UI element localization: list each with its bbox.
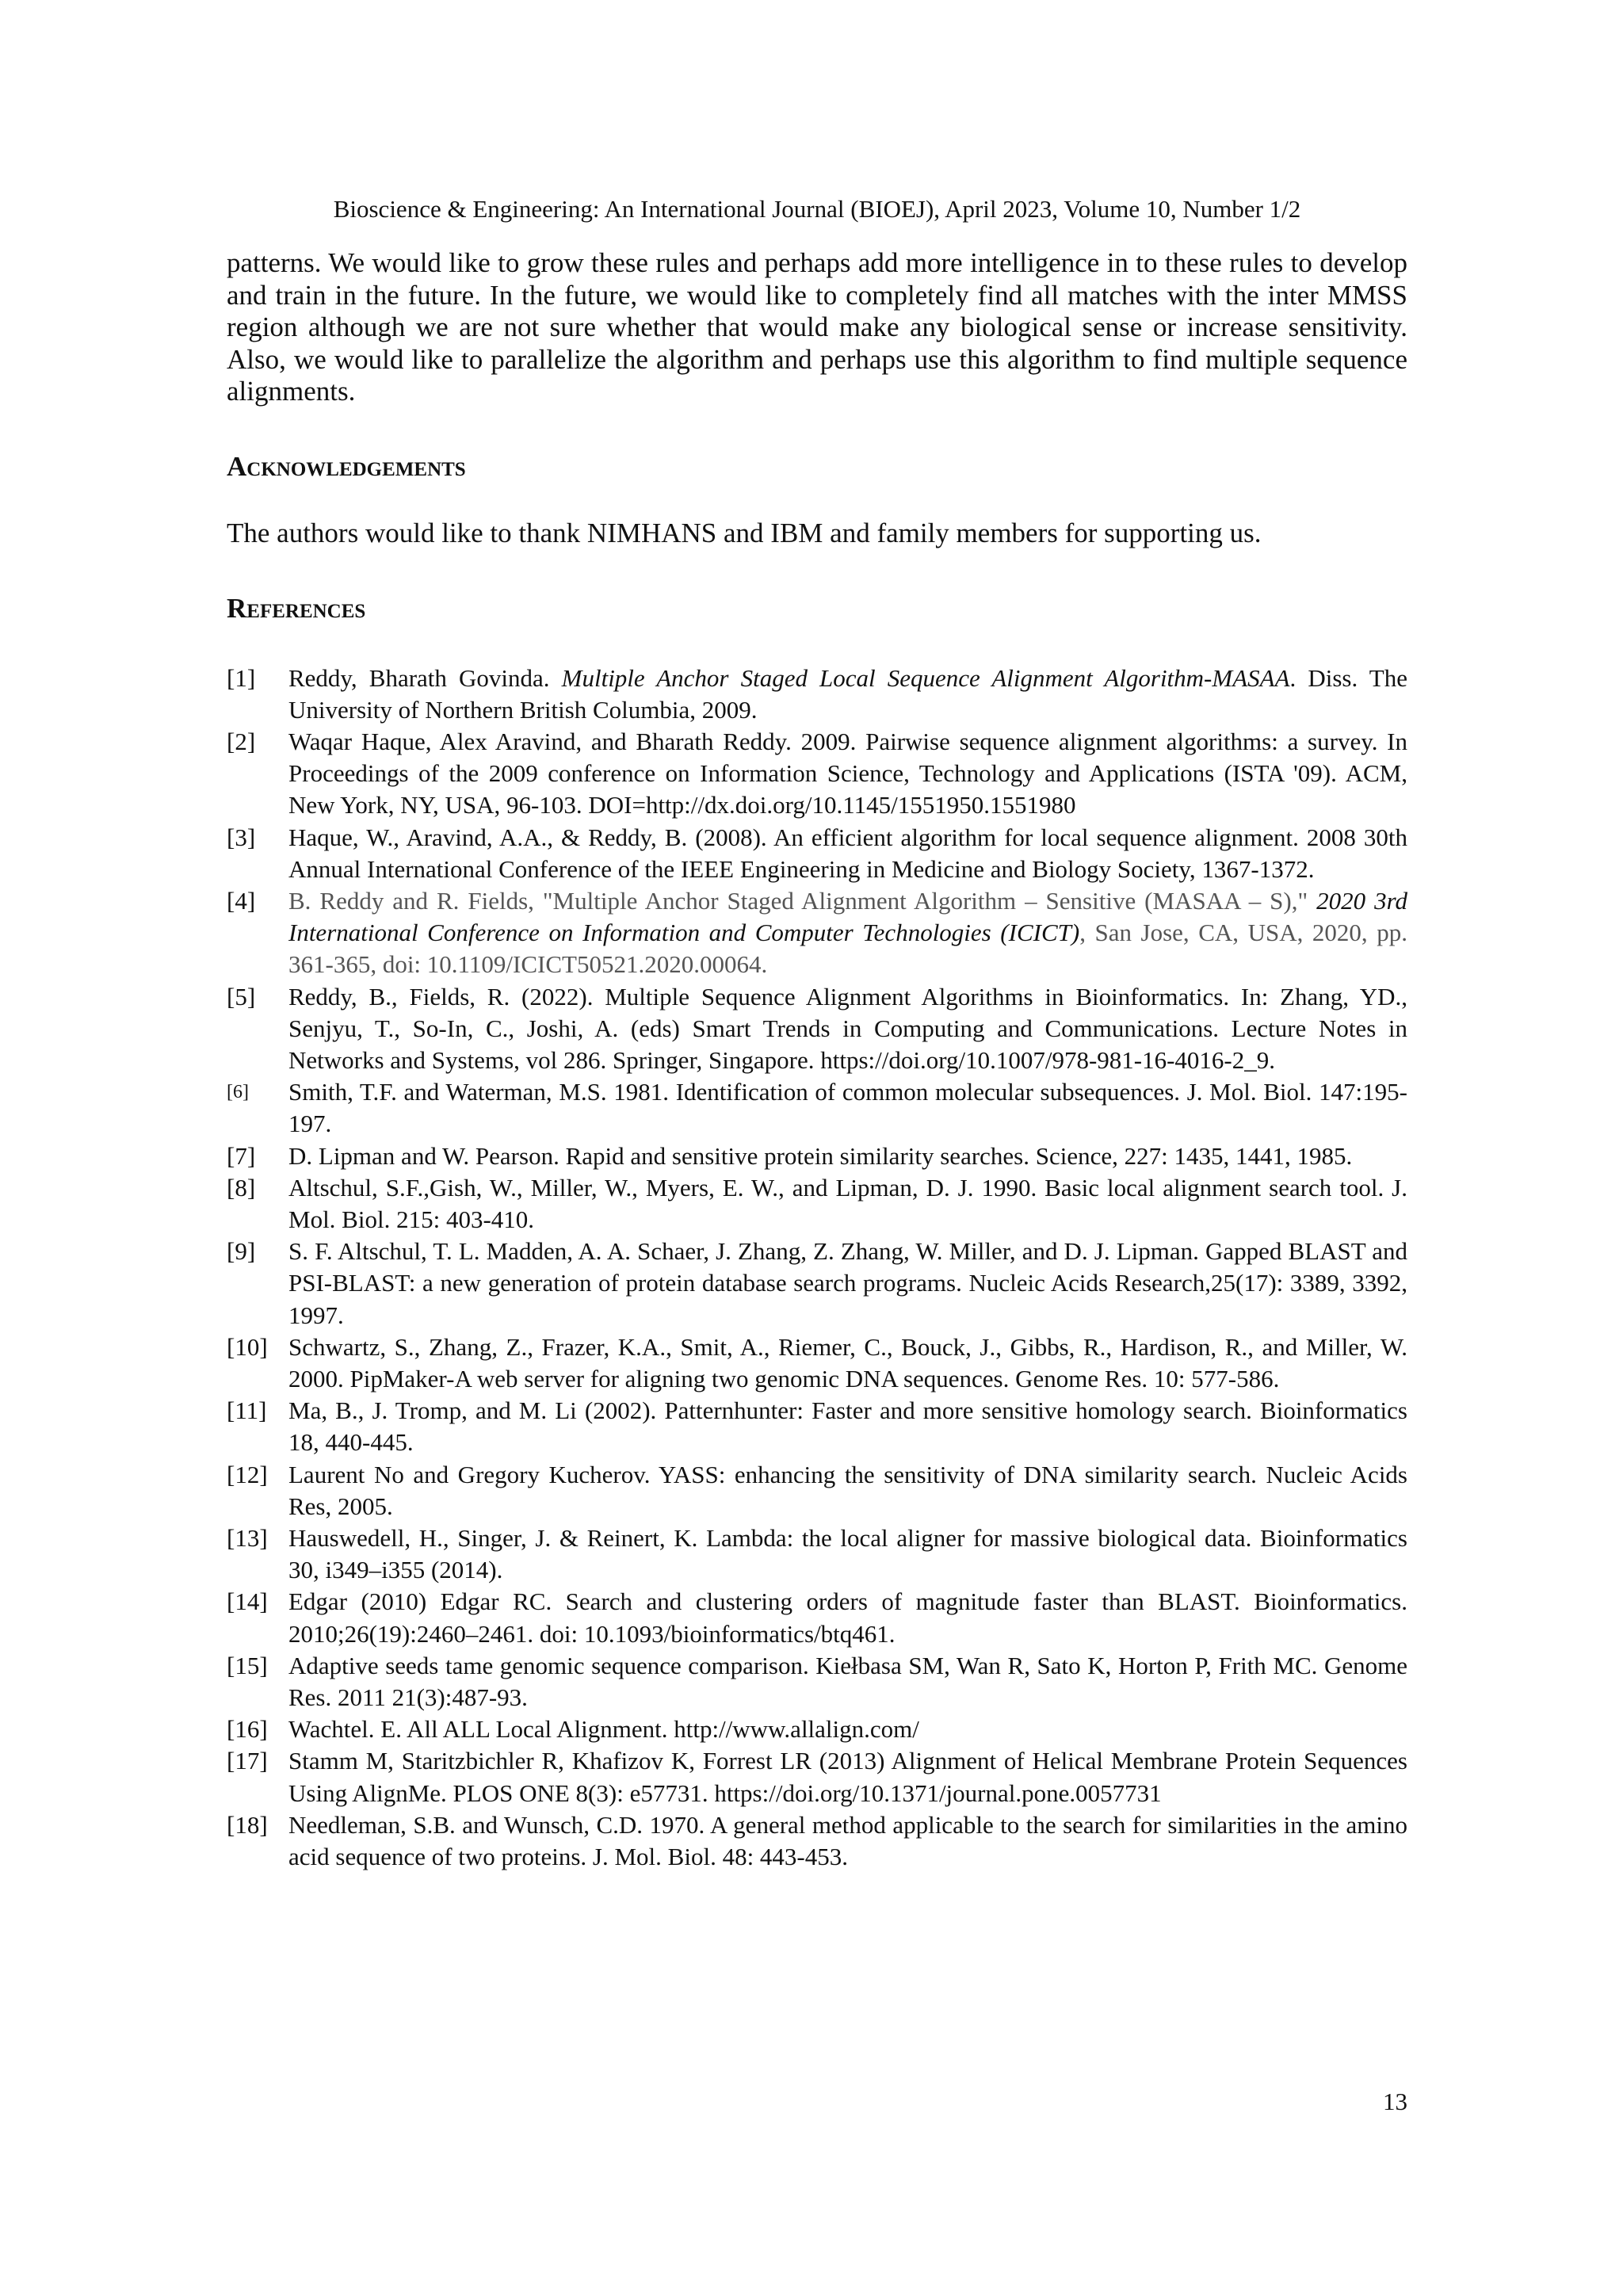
reference-number: [17] [227, 1747, 268, 1775]
reference-number: [2] [227, 727, 256, 755]
reference-text: Ma, B., J. Tromp, and M. Li (2002). Patternhunter: Faster and more sensitive homology search. Bioinformatics 18, 440-445. [288, 1396, 1407, 1457]
reference-text: Reddy, B., Fields, R. (2022). Multiple Sequence Alignment Algorithms in Bioinformatics. In: Zhang, YD., Senjyu, T., So-In, C., Joshi, A. (eds) Smart Trends in Computing and Communications. Lecture Notes in Networks and Systems, vol 286. Springer, Singapore. https://doi.org/10.1007/978-981-16-4016-2_9. [288, 982, 1407, 1074]
reference-item-17 [227, 1745, 1407, 1809]
reference-number: [1] [227, 663, 256, 692]
acknowledgements-text: The authors would like to thank NIMHANS and IBM and family members for supporting us. [227, 517, 1262, 548]
reference-number: [15] [227, 1651, 268, 1679]
reference-item-5 [227, 981, 1407, 1077]
reference-text-part: Reddy, Bharath Govinda. [288, 663, 562, 692]
reference-item-15 [227, 1650, 1407, 1713]
reference-text: D. Lipman and W. Pearson. Rapid and sensitive protein similarity searches. Science, 227: 1435, 1441, 1985. [288, 1141, 1353, 1170]
reference-item-12 [227, 1459, 1407, 1522]
page-content [227, 247, 1407, 1873]
reference-item-3 [227, 822, 1407, 885]
reference-number: [11] [227, 1396, 267, 1425]
reference-item-11 [227, 1395, 1407, 1458]
reference-text: Haque, W., Aravind, A.A., & Reddy, B. (2008). An efficient algorithm for local sequence alignment. 2008 30th Annual International Conference of the IEEE Engineering in Medicine and Biology Society, 1367-1372. [288, 823, 1407, 883]
reference-item-1 [227, 663, 1407, 726]
reference-text: Stamm M, Staritzbichler R, Khafizov K, Forrest LR (2013) Alignment of Helical Membrane Protein Sequences Using AlignMe. PLOS ONE 8(3): e57731. https://doi.org/10.1371/journal.pone.0057731 [288, 1747, 1407, 1807]
reference-text: Waqar Haque, Alex Aravind, and Bharath Reddy. 2009. Pairwise sequence alignment algorithms: a survey. In Proceedings of the 2009 conference on Information Science, Technology and Applications (ISTA '09). ACM, New York, NY, USA, 96-103. DOI=http://dx.doi.org/10.1145/1551950.1551980 [288, 727, 1407, 819]
running-header: Bioscience & Engineering: An International Journal (BIOEJ), April 2023, Volume 10, Number 1/2 [333, 195, 1301, 223]
page-number: 13 [1383, 2088, 1407, 2115]
reference-text-part: . Diss. The University of Northern British Columbia, 2009. [288, 663, 1407, 724]
reference-number: [9] [227, 1237, 256, 1266]
reference-number: [12] [227, 1460, 268, 1488]
reference-text: Altschul, S.F.,Gish, W., Miller, W., Myers, E. W., and Lipman, D. J. 1990. Basic local alignment search tool. J. Mol. Biol. 215: 403-410. [288, 1173, 1407, 1234]
reference-number: [18] [227, 1810, 268, 1839]
reference-text: Schwartz, S., Zhang, Z., Frazer, K.A., Smit, A., Riemer, C., Bouck, J., Gibbs, R., Hardison, R., and Miller, W. 2000. PipMaker-A web server for aligning two genomic DNA sequences. Genome Res. 10: 577-586. [288, 1332, 1407, 1393]
reference-item-13 [227, 1522, 1407, 1586]
reference-item-8 [227, 1172, 1407, 1236]
reference-number: [4] [227, 886, 256, 915]
reference-text: Hauswedell, H., Singer, J. & Reinert, K. Lambda: the local aligner for massive biological data. Bioinformatics 30, i349–i355 (2014). [288, 1524, 1407, 1584]
reference-item-9 [227, 1236, 1407, 1331]
reference-item-18 [227, 1809, 1407, 1873]
reference-number: [14] [227, 1587, 268, 1616]
reference-text: Smith, T.F. and Waterman, M.S. 1981. Identification of common molecular subsequences. J. Mol. Biol. 147:195-197. [288, 1078, 1407, 1138]
reference-number: [16] [227, 1715, 268, 1744]
reference-text-part: B. Reddy and R. Fields, "Multiple Anchor Staged Alignment Algorithm – Sensitive (MASAA – S)," [288, 886, 1317, 915]
reference-number: [5] [227, 982, 256, 1010]
reference-number: [6] [227, 1082, 249, 1103]
reference-text: Needleman, S.B. and Wunsch, C.D. 1970. A general method applicable to the search for similarities in the amino acid sequence of two proteins. J. Mol. Biol. 48: 443-453. [288, 1810, 1407, 1871]
reference-number: [13] [227, 1524, 268, 1553]
reference-number: [3] [227, 823, 256, 851]
acknowledgements-heading: Acknowledgements [227, 450, 466, 482]
reference-item-14 [227, 1586, 1407, 1649]
body-paragraph: patterns. We would like to grow these rules and perhaps add more intelligence in to these rules to develop and train in the future. In the future, we would like to completely find all matches with the inter MMSS region although we are not sure whether that would make any biological sense or increase sensitivity. Also, we would like to parallelize the algorithm and perhaps use this algorithm to find multiple sequence alignments. [227, 247, 1407, 407]
reference-title-italic: Multiple Anchor Staged Local Sequence Alignment Algorithm-MASAA [561, 663, 1290, 692]
reference-text-part: , San Jose, CA, USA, 2020, pp. 361-365, doi: 10.1109/ICICT50521.2020.00064. [288, 919, 1407, 979]
reference-text: Adaptive seeds tame genomic sequence comparison. Kiełbasa SM, Wan R, Sato K, Horton P, Frith MC. Genome Res. 2011 21(3):487-93. [288, 1651, 1407, 1712]
reference-text: S. F. Altschul, T. L. Madden, A. A. Schaer, J. Zhang, Z. Zhang, W. Miller, and D. J. Lipman. Gapped BLAST and PSI-BLAST: a new generation of protein database search programs. Nucleic Acids Research,25(17): 3389, 3392, 1997. [288, 1237, 1407, 1329]
reference-number: [10] [227, 1332, 268, 1361]
reference-text [288, 885, 1407, 981]
reference-number: [7] [227, 1141, 256, 1170]
reference-item-16 [227, 1713, 1407, 1745]
reference-item-10 [227, 1331, 1407, 1395]
reference-item-6 [227, 1076, 1407, 1140]
reference-text: Edgar (2010) Edgar RC. Search and clustering orders of magnitude faster than BLAST. Bioinformatics. 2010;26(19):2460–2461. doi: 10.1093/bioinformatics/btq461. [288, 1587, 1407, 1648]
reference-text [288, 663, 1407, 726]
reference-text: Wachtel. E. All ALL Local Alignment. http://www.allalign.com/ [288, 1715, 919, 1744]
references-heading: References [227, 592, 366, 624]
reference-list [227, 663, 1407, 1874]
reference-text: Laurent No and Gregory Kucherov. YASS: enhancing the sensitivity of DNA similarity search. Nucleic Acids Res, 2005. [288, 1460, 1407, 1520]
reference-number: [8] [227, 1173, 256, 1201]
reference-item-7 [227, 1140, 1407, 1172]
reference-title-italic: 2020 3rd International Conference on Information and Computer Technologies (ICICT) [288, 886, 1407, 947]
reference-item-4 [227, 885, 1407, 981]
reference-item-2 [227, 726, 1407, 822]
